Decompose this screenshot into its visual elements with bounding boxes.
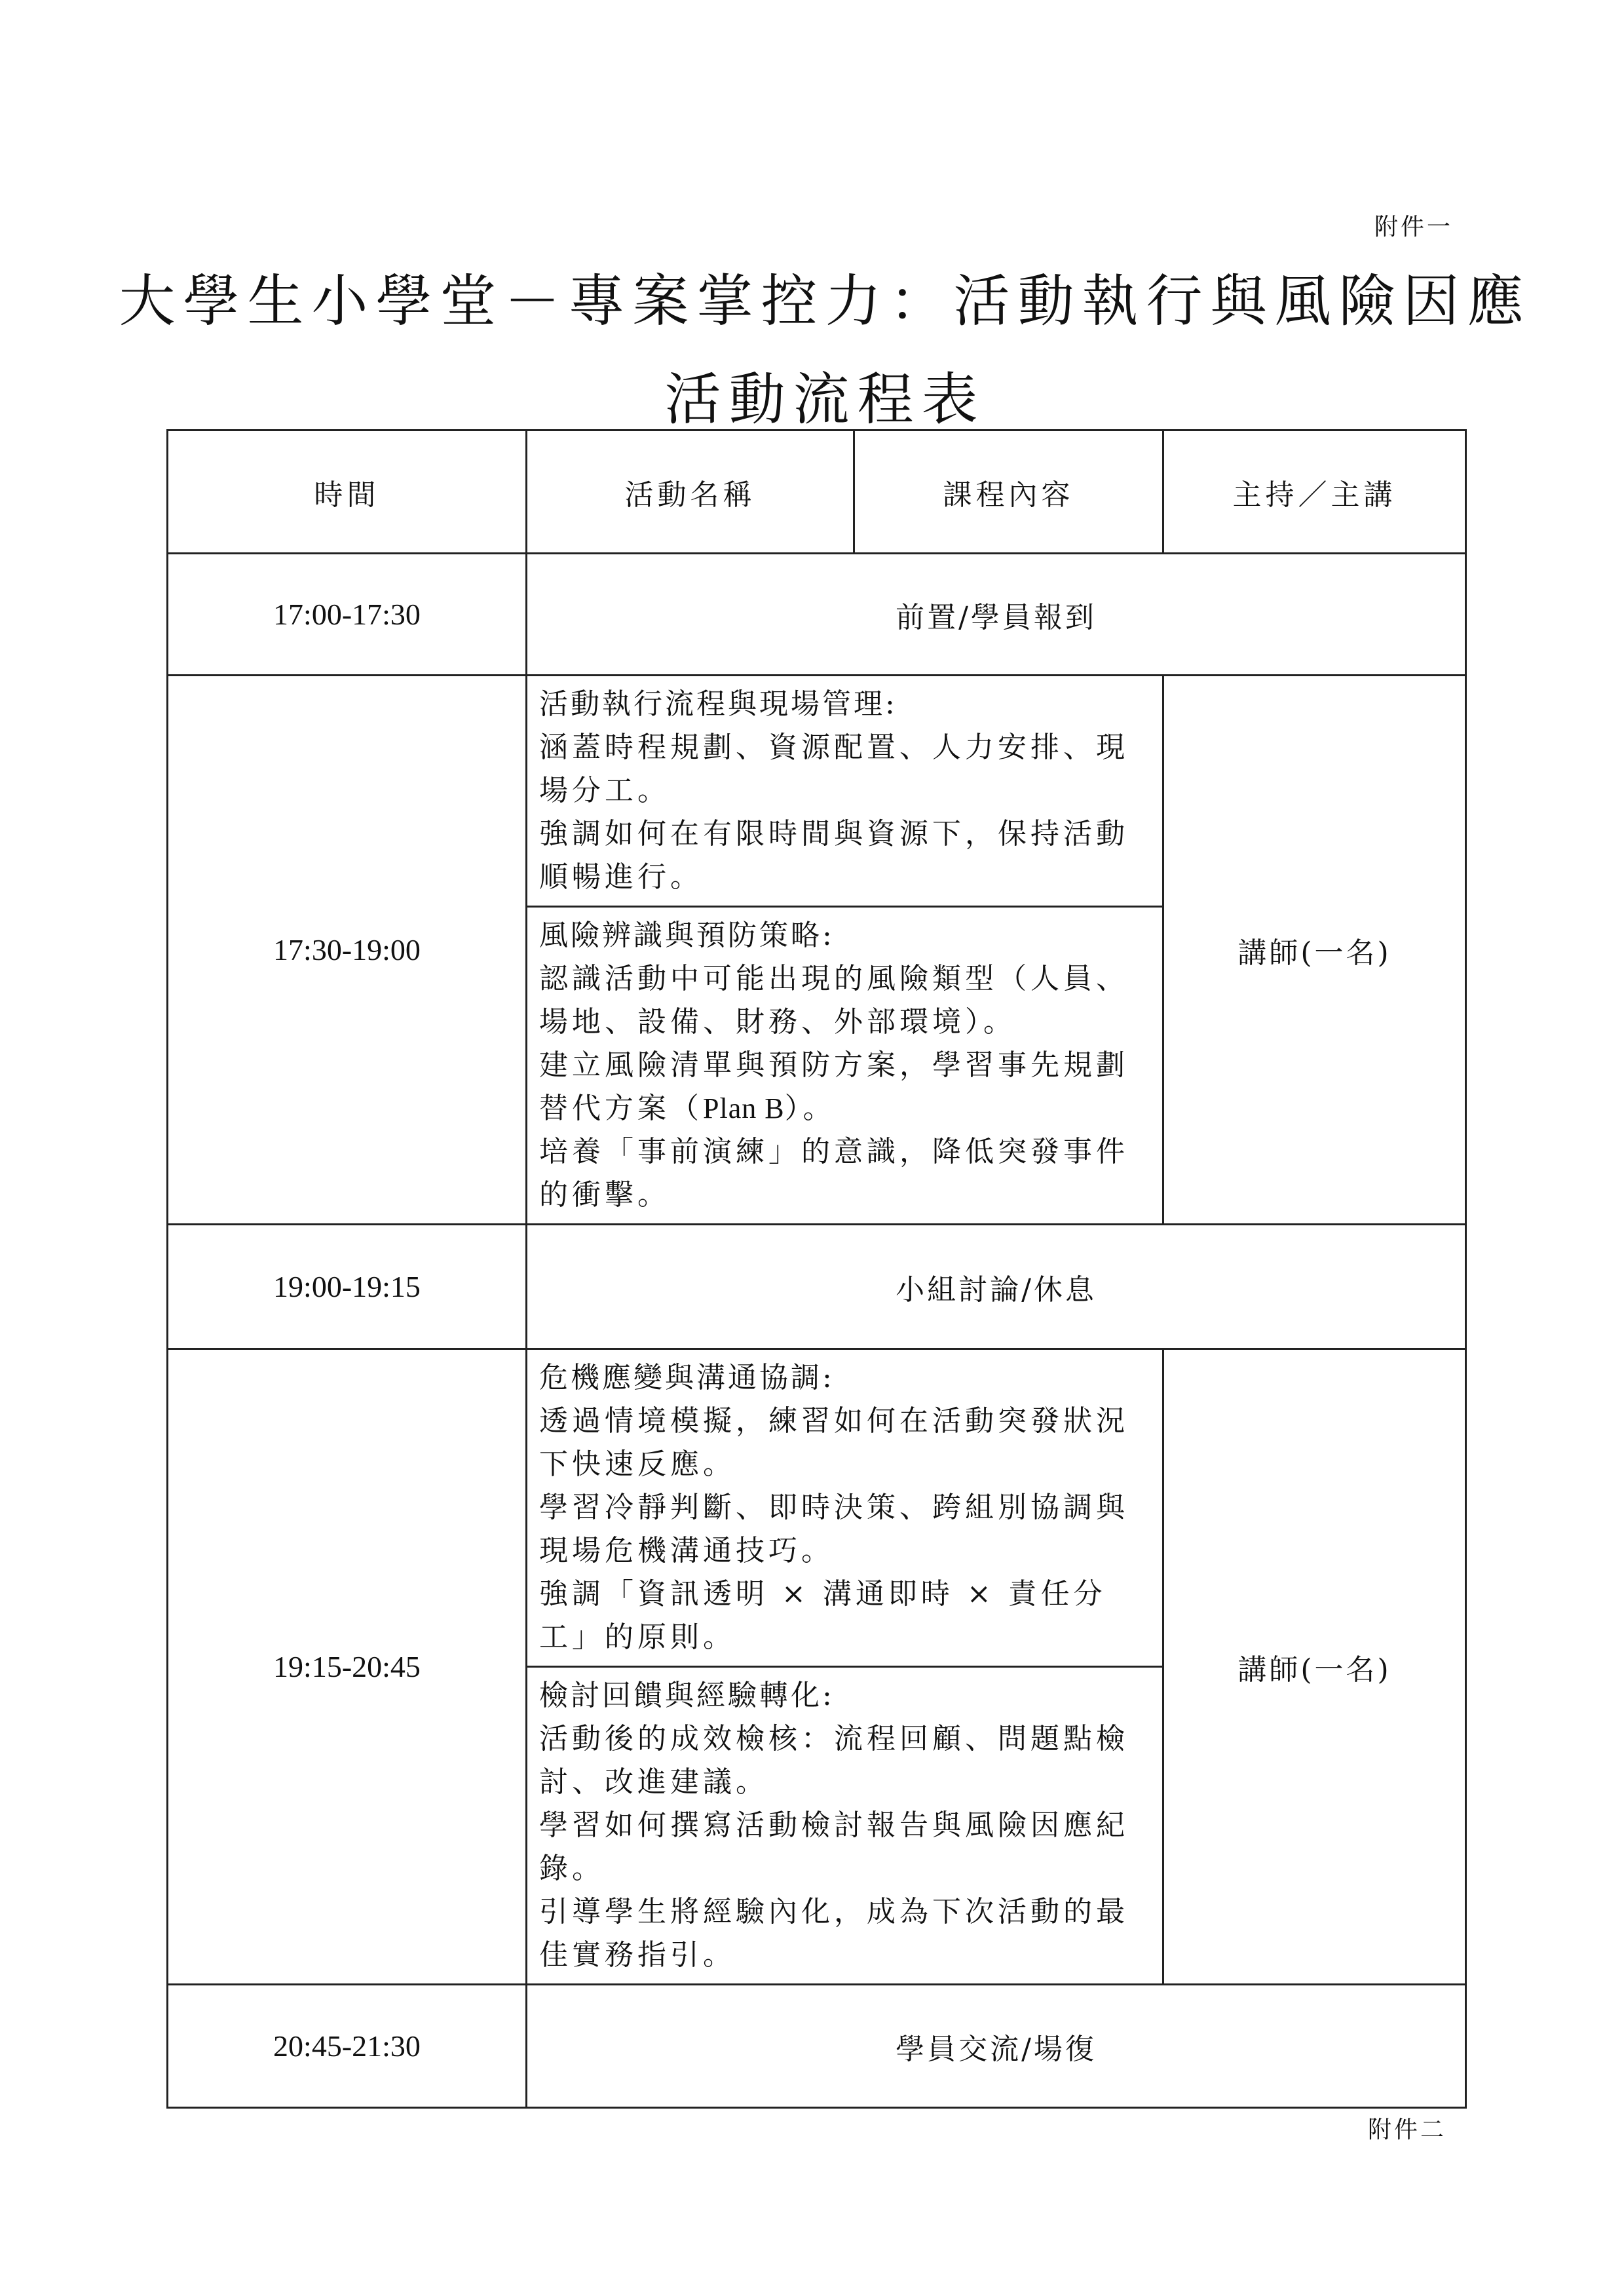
content-line: 引導學生將經驗內化，成為下次活動的最佳實務指引。 <box>539 1895 1129 1972</box>
content-line: 強調「資訊透明 × 溝通即時 × 責任分工」的原則。 <box>539 1577 1106 1654</box>
content-cell <box>527 1667 1163 1985</box>
schedule-table <box>166 429 1467 2109</box>
table-row-closing <box>168 1985 1466 2108</box>
content-line <box>539 1044 1149 1130</box>
activity-cell: 前置/學員報到 <box>527 554 1466 676</box>
section-title: 風險辨識與預防策略: <box>539 919 835 952</box>
header-host: 主持／主講 <box>1163 430 1466 554</box>
content-text-en: Plan B <box>703 1092 785 1124</box>
activity-cell: 學員交流/場復 <box>527 1985 1466 2108</box>
content-line: 培養「事前演練」的意識，降低突發事件的衝擊。 <box>539 1135 1129 1212</box>
content-line: 活動後的成效檢核：流程回顧、問題點檢討、改進建議。 <box>539 1722 1129 1799</box>
header-content: 課程內容 <box>854 430 1163 554</box>
content-line: 透過情境模擬，練習如何在活動突發狀況下快速反應。 <box>539 1404 1129 1481</box>
document-subtitle: 活動流程表 <box>664 367 986 432</box>
content-cell <box>527 907 1163 1225</box>
document-title: 大學生小學堂－專案掌控力：活動執行與風險因應 <box>119 269 1532 334</box>
time-cell: 20:45-21:30 <box>168 1985 527 2108</box>
content-text: 建立風險清單與預防方案，學習事先規劃替代方案（ <box>539 1048 1129 1125</box>
content-line: 認識活動中可能出現的風險類型（人員、場地、設備、財務、外部環境）。 <box>539 962 1129 1039</box>
annex-label-bottom: 附件二 <box>1368 2116 1447 2143</box>
table-row-session2-a <box>168 1349 1466 1667</box>
content-cell <box>527 1349 1163 1667</box>
time-cell: 17:00-17:30 <box>168 554 527 676</box>
content-line: 學習冷靜判斷、即時決策、跨組別協調與現場危機溝通技巧。 <box>539 1491 1129 1567</box>
host-cell: 講師(一名) <box>1163 1349 1466 1985</box>
time-cell: 19:00-19:15 <box>168 1225 527 1349</box>
header-time: 時間 <box>168 430 527 554</box>
section-title: 危機應變與溝通協調: <box>539 1361 835 1394</box>
section-title: 活動執行流程與現場管理: <box>539 687 897 721</box>
content-line: 涵蓋時程規劃、資源配置、人力安排、現場分工。 <box>539 731 1129 807</box>
table-row-break <box>168 1225 1466 1349</box>
content-line: 學習如何撰寫活動檢討報告與風險因應紀錄。 <box>539 1808 1129 1885</box>
time-cell: 17:30-19:00 <box>168 676 527 1225</box>
header-activity: 活動名稱 <box>527 430 854 554</box>
table-row-checkin <box>168 554 1466 676</box>
section-title: 檢討回饋與經驗轉化: <box>539 1679 835 1712</box>
host-cell: 講師(一名) <box>1163 676 1466 1225</box>
content-text: ）。 <box>784 1092 836 1125</box>
table-row-session1-a <box>168 676 1466 907</box>
content-cell <box>527 676 1163 907</box>
content-line: 強調如何在有限時間與資源下，保持活動順暢進行。 <box>539 817 1129 894</box>
activity-cell: 小組討論/休息 <box>527 1225 1466 1349</box>
annex-label-top: 附件一 <box>1374 214 1454 240</box>
table-header-row <box>168 430 1466 554</box>
time-cell: 19:15-20:45 <box>168 1349 527 1985</box>
